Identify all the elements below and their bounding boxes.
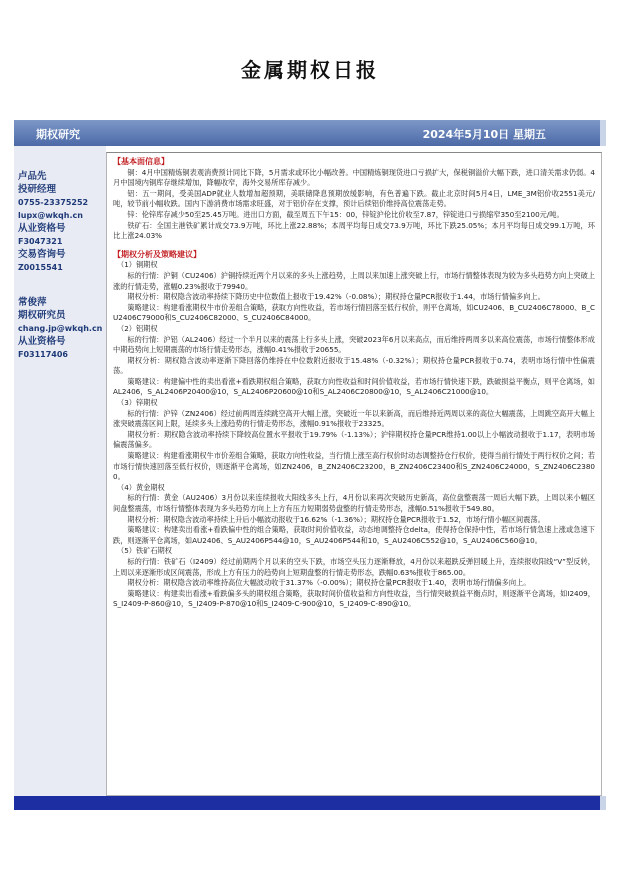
- author-name: 常俊萍: [18, 297, 47, 308]
- group-para: 策略建议：构建卖出看涨+看跌偏中性的组合策略，获取时间价值收益，动态地调整持仓delta，使得持仓保持中性，若市场行情急速上涨或急速下跌，则逐渐平仓离场，如AU2406、S_AU2406P544@10，S_AU2406P544和10，S_AU2406C552@10，S_AU2406C560@10。: [113, 525, 595, 545]
- group-para: 期权分析：期权隐含波动率维持高位大幅波动收于31.37%（-0.00%）；期权持仓量PCR报收于1.40，表明市场行情偏多向上。: [127, 578, 531, 588]
- author-phone: 0755-23375252: [18, 198, 89, 207]
- report-title: 金属期权日报: [241, 58, 379, 82]
- group-para: 标的行情：沪铝（AL2406）经过一个半月以来的震荡上行多头上涨，突破2023年6月以来高点，而后维持两周多以来高位震荡，市场行情整体形成中期趋势向上短期震荡的市场行情走势形态，涨幅0.41%报收于20655。: [113, 334, 595, 355]
- author-role: 投研经理: [18, 184, 57, 195]
- group-para: 期权分析：期权隐含波动率持续上升后小幅波动报收于16.62%（-1.36%）；期权持仓量PCR报收于1.52，市场行情小幅区间震荡。: [127, 514, 545, 524]
- analysis-heading: 【期权分析及策略建议】: [113, 249, 201, 259]
- author-cert-no: F03117406: [18, 350, 68, 359]
- group-para: 期权分析：期权隐含波动率逐渐下降回落仍维持在中位数附近报收于15.48%（-0.32%）；期权持仓量PCR报收于0.74，表明市场行情中性偏震荡。: [113, 355, 595, 376]
- group-para: 策略建议：构建偏中性的卖出看涨+看跌期权组合策略，获取方向性收益和时间价值收益，若市场行情快速下跌，跌破损益平衡点，则平仓离场，如AL2406，S_AL2406P20400@10，S_AL2406P20600@10和S_AL2406C20800@10，S_AL2406C21000@10。: [113, 376, 595, 397]
- group-para: 标的行情：铁矿石（I2409）经过前期两个月以来的空头下跌，市场空头压力逐渐释放，4月份以来超跌反弹回暖上升，连续报收阳线“V”型反转，上周以来逐渐形成区间震荡，形成上方有压力的趋势向上短期盘整的行情走势形态，跌幅0.63%报收于865.00。: [113, 556, 595, 577]
- group-title: （3）锌期权: [117, 398, 158, 408]
- author-email[interactable]: lupx@wkqh.cn: [18, 211, 83, 220]
- report-body: [106, 152, 602, 796]
- group-para: 期权分析：期权隐含波动率持续下降历史中位数值上报收于19.42%（-0.08%）；期权持仓量PCR报收于1.44，市场行情偏多向上。: [127, 292, 545, 302]
- band-edge: [600, 120, 606, 146]
- basic-para: 锌：伦锌库存减少50至25.45万吨。进出口方面，截至周五下午15：00，锌锭沪伦比价收至7.87，锌锭进口亏损缩窄350至2100元/吨。: [127, 209, 564, 219]
- section-label: 期权研究: [36, 128, 80, 141]
- group-para: 标的行情：沪铜（CU2406）沪铜持续近两个月以来的多头上涨趋势，上周以来加速上涨突破上行，市场行情整体表现为较为多头趋势方向上突破上涨的行情走势，涨幅0.23%报收于79940。: [113, 270, 595, 291]
- basic-info-heading: 【基本面信息】: [113, 157, 169, 166]
- footer-bar-edge: [600, 796, 606, 810]
- footer-bar: [14, 796, 606, 810]
- basic-para: 铁矿石：全国主港铁矿累计成交73.9万吨，环比上涨22.88%；本周平均每日成交73.9万吨，环比下跌25.05%；本月平均每日成交99.1万吨，环比上涨24.03%: [113, 220, 595, 241]
- basic-para: 铜：4月中国精炼铜表观消费预计同比下降，5月需求或环比小幅改善。中国精炼铜现货进口亏损扩大，保税铜溢价大幅下跌，进口清关需求仍弱。4月中国境内铜库存继续增加，降幅收窄，海外交易所库存减少。: [113, 167, 595, 188]
- group-para: 策略建议：构建看涨期权牛市价差组合策略，获取方向性收益，当行情上涨至高行权价时动态调整持仓行权价，使得当前行情处于两行权价之间；若市场行情快速回落至低行权价，则逐渐平仓离场，如ZN2406，B_ZN2406C23200，B_ZN2406C23400和S_ZN2406C24000，S_ZN2406C23800。: [113, 451, 595, 482]
- report-date: 2024年5月10日 星期五: [422, 128, 546, 141]
- group-para: 标的行情：黄金（AU2406）3月份以来连续报收大阳线多头上行，4月份以来再次突破历史新高，高位盘整震荡一周后大幅下跌，上周以来小幅区间盘整震荡，市场行情整体表现为多头趋势方向上上方有压力短期弱势盘整的行情走势形态，涨幅0.51%报收于549.80。: [113, 493, 595, 513]
- group-para: 策略建议：构建卖出看涨+看跌偏多头的期权组合策略，获取时间价值收益和方向性收益，当行情突破损益平衡点时，则逐渐平仓离场，如I2409，S_I2409-P-860@10，S_I2409-P-870@10和S_I2409-C-900@10，S_I2409-C-890@10。: [113, 588, 595, 609]
- author-cert-label: 从业资格号: [18, 223, 66, 234]
- author-consult-label: 交易咨询号: [18, 249, 66, 260]
- group-title: （4）黄金期权: [117, 482, 165, 492]
- group-title: （2）铝期权: [117, 323, 158, 333]
- group-para: 策略建议：构建看涨期权牛市价差组合策略，获取方向性收益，若市场行情回落至低行权价，则平仓离场，如CU2406、B_CU2406C78000、B_CU2406C79000和S_CU2406C82000、S_CU2406C84000。: [113, 302, 595, 323]
- author-cert-no: F3047321: [18, 237, 63, 246]
- author-email[interactable]: chang.jp@wkqh.cn: [18, 324, 103, 333]
- group-para: 期权分析：期权隐含波动率持续下降较高位置水平报收于19.79%（-1.13%）；沪锌期权持仓量PCR维持1.00以上小幅波动报收于1.17，表明市场偏震荡偏多。: [113, 429, 595, 450]
- group-para: 标的行情：沪锌（ZN2406）经过前两周连续跳空高开大幅上涨，突破近一年以来新高，而后维持近两周以来的高位大幅震荡，上周跳空高开大幅上涨突破震荡区间上限，延续多头上涨趋势的行情走势形态，涨幅0.91%报收于23325。: [113, 408, 595, 429]
- group-title: （5）铁矿石期权: [117, 546, 172, 556]
- author-consult-no: Z0015541: [18, 263, 63, 272]
- author-cert-label: 从业资格号: [18, 336, 66, 347]
- group-title: （1）铜期权: [117, 260, 158, 270]
- author-block-2: [18, 296, 102, 361]
- header-band: [14, 120, 606, 146]
- author-name: 卢品先: [18, 171, 47, 182]
- basic-para: 铝：五一期间，受美国ADP就业人数增加超预期，美联储降息预期放缓影响，有色普遍下跌。截止北京时间5月4日，LME_3M铝价收2551美元/吨，较节前小幅收跌。国内下游消费市场需求旺盛，对于铝价存在支撑，预计后续铝价维持高位震荡走势。: [113, 188, 595, 209]
- author-role: 期权研究员: [18, 310, 66, 321]
- author-block-1: [18, 170, 88, 274]
